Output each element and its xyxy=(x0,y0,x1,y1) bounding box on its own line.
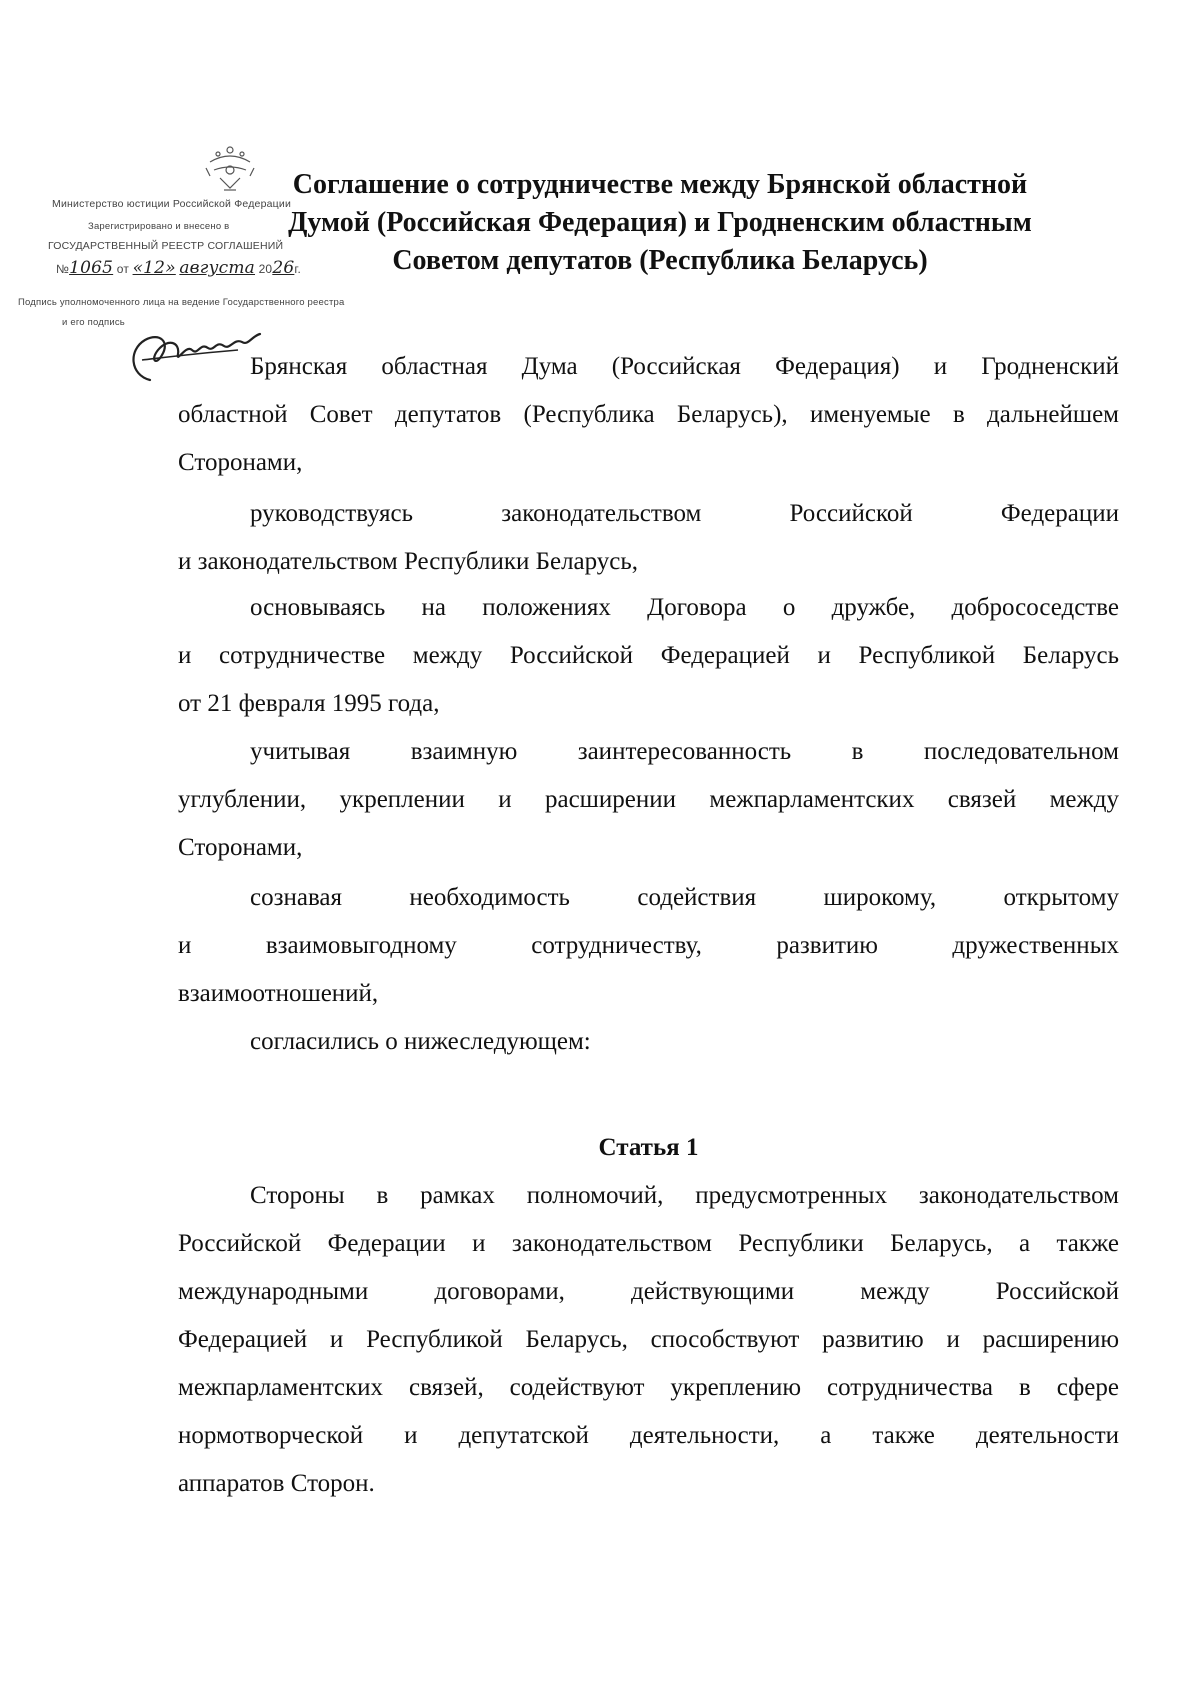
stamp-registered-line: Зарегистрировано и внесено в xyxy=(88,221,230,232)
preamble-cooperation-line-2: и взаимовыгодному сотрудничеству, развитию дружественных xyxy=(178,932,1119,959)
stamp-signature-caption: и его подпись xyxy=(62,317,125,328)
stamp-signatory-line: Подпись уполномоченного лица на ведение Государственного реестра xyxy=(18,297,345,308)
article-1-line-2: Российской Федерации и законодательством Республики Беларусь, а также xyxy=(178,1230,1119,1257)
preamble-interest xyxy=(178,728,1119,872)
stamp-date-suffix: г. xyxy=(294,262,302,276)
preamble-cooperation-line-1: сознавая необходимость содействия широкому, открытому xyxy=(250,884,1119,911)
stamp-date-day: «12» xyxy=(132,258,176,278)
stamp-number: 1065 xyxy=(69,258,114,278)
preamble-parties-line-2: областной Совет депутатов (Республика Беларусь), именуемые в дальнейшем xyxy=(178,401,1119,428)
article-1-line-4: Федерацией и Республикой Беларусь, способствуют развитию и расширению xyxy=(178,1326,1119,1353)
stamp-date-year-suffix: 26 xyxy=(272,258,295,278)
preamble-treaty xyxy=(178,584,1119,728)
preamble-legislation xyxy=(178,490,1119,586)
preamble-legislation-line-1: руководствуясь законодательством Российской Федерации xyxy=(250,500,1119,527)
preamble-treaty-line-3: от 21 февраля 1995 года, xyxy=(178,690,440,717)
stamp-registry-line: ГОСУДАРСТВЕННЫЙ РЕЕСТР СОГЛАШЕНИЙ xyxy=(48,240,284,252)
article-1-heading: Статья 1 xyxy=(598,1134,699,1161)
title-line-1: Соглашение о сотрудничестве между Брянской областной xyxy=(292,169,1028,200)
preamble-parties-line-3: Сторонами, xyxy=(178,449,303,476)
preamble-parties xyxy=(178,343,1119,487)
preamble-parties-line-1: Брянская областная Дума (Российская Федерация) и Гродненский xyxy=(250,353,1119,380)
stamp-ministry-line: Министерство юстиции Российской Федерации xyxy=(52,198,292,210)
preamble-agreed-line-1: согласились о нижеследующем: xyxy=(250,1028,591,1055)
preamble-cooperation-line-3: взаимоотношений, xyxy=(178,980,379,1007)
article-1-line-5: межпарламентских связей, содействуют укреплению сотрудничества в сфере xyxy=(178,1374,1119,1401)
preamble-legislation-line-2: и законодательством Республики Беларусь, xyxy=(178,548,639,575)
title-line-2: Думой (Российская Федерация) и Гродненским областным xyxy=(288,207,1032,238)
stamp-number-prefix: № xyxy=(56,262,70,276)
stamp-date-year-prefix: 20 xyxy=(258,262,273,276)
preamble-agreed xyxy=(178,1018,1119,1066)
preamble-cooperation xyxy=(178,874,1119,1018)
preamble-interest-line-1: учитывая взаимную заинтересованность в последовательном xyxy=(250,738,1119,765)
stamp-date-month: августа xyxy=(179,258,256,278)
article-1-text xyxy=(178,1172,1119,1508)
preamble-treaty-line-2: и сотрудничестве между Российской Федерацией и Республикой Беларусь xyxy=(178,642,1119,669)
stamp-date-from: от xyxy=(116,262,130,276)
preamble-interest-line-3: Сторонами, xyxy=(178,834,303,861)
article-1-line-7: аппаратов Сторон. xyxy=(178,1470,375,1497)
article-1-line-1: Стороны в рамках полномочий, предусмотренных законодательством xyxy=(250,1182,1119,1209)
article-1-line-6: нормотворческой и депутатской деятельности, а также деятельности xyxy=(178,1422,1119,1449)
preamble-interest-line-2: углублении, укреплении и расширении межпарламентских связей между xyxy=(178,786,1119,813)
article-1-line-3: международными договорами, действующими между Российской xyxy=(178,1278,1119,1305)
preamble-treaty-line-1: основываясь на положениях Договора о дружбе, добрососедстве xyxy=(250,594,1119,621)
document-title xyxy=(200,166,1120,280)
title-line-3: Советом депутатов (Республика Беларусь) xyxy=(392,245,928,276)
